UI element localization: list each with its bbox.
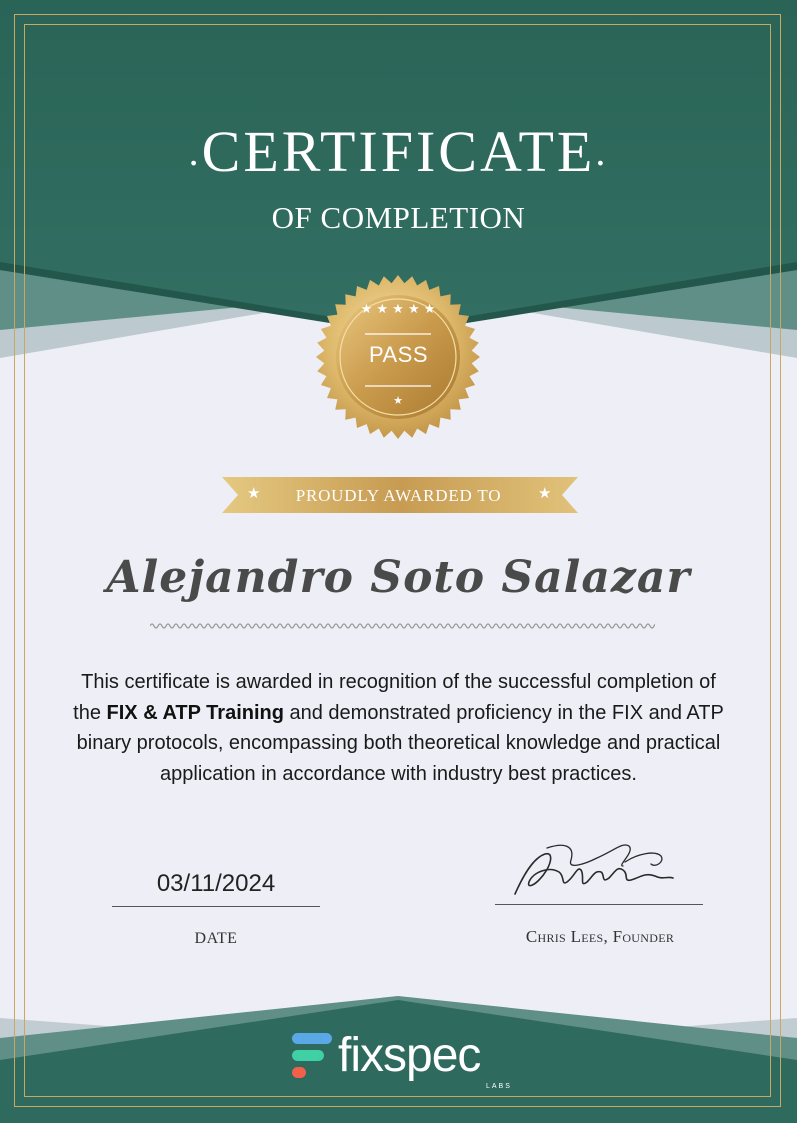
logo-wordmark: fixspec bbox=[338, 1029, 481, 1082]
recipient-name: Alejandro Soto Salazar bbox=[106, 552, 691, 603]
course-name: FIX & ATP Training bbox=[106, 701, 284, 724]
svg-text:★ ★ ★ ★ ★: ★ ★ ★ ★ ★ bbox=[360, 302, 436, 317]
ribbon-star-icon-right: ★ bbox=[538, 485, 552, 502]
date-label: DATE bbox=[194, 930, 238, 947]
date-line bbox=[112, 906, 320, 907]
fixspec-logo-icon bbox=[292, 1033, 332, 1079]
signature-line bbox=[495, 904, 703, 905]
date-value: 03/11/2024 bbox=[156, 870, 276, 897]
logo-subtitle: LABS bbox=[486, 1083, 512, 1090]
ribbon-star-icon-left: ★ bbox=[247, 485, 261, 502]
svg-text:★: ★ bbox=[393, 394, 403, 407]
certificate-title: .CERTIFICATE. bbox=[188, 119, 609, 184]
certificate-subtitle: OF COMPLETION bbox=[271, 200, 526, 235]
seal-label: PASS bbox=[368, 342, 429, 367]
wavy-divider bbox=[150, 620, 655, 632]
signature-image bbox=[505, 836, 685, 906]
awarded-label: PROUDLY AWARDED TO bbox=[295, 486, 502, 505]
certificate-body: This certificate is awarded in recognition of the successful completion of the FIX & ATP Training and demonstrated proficiency in the FIX and ATP binary protocols, encompassing both theoretical knowledge and practical application in accordance with industry best practices. bbox=[73, 671, 724, 785]
signatory-name: Chris Lees, Founder bbox=[525, 927, 675, 946]
